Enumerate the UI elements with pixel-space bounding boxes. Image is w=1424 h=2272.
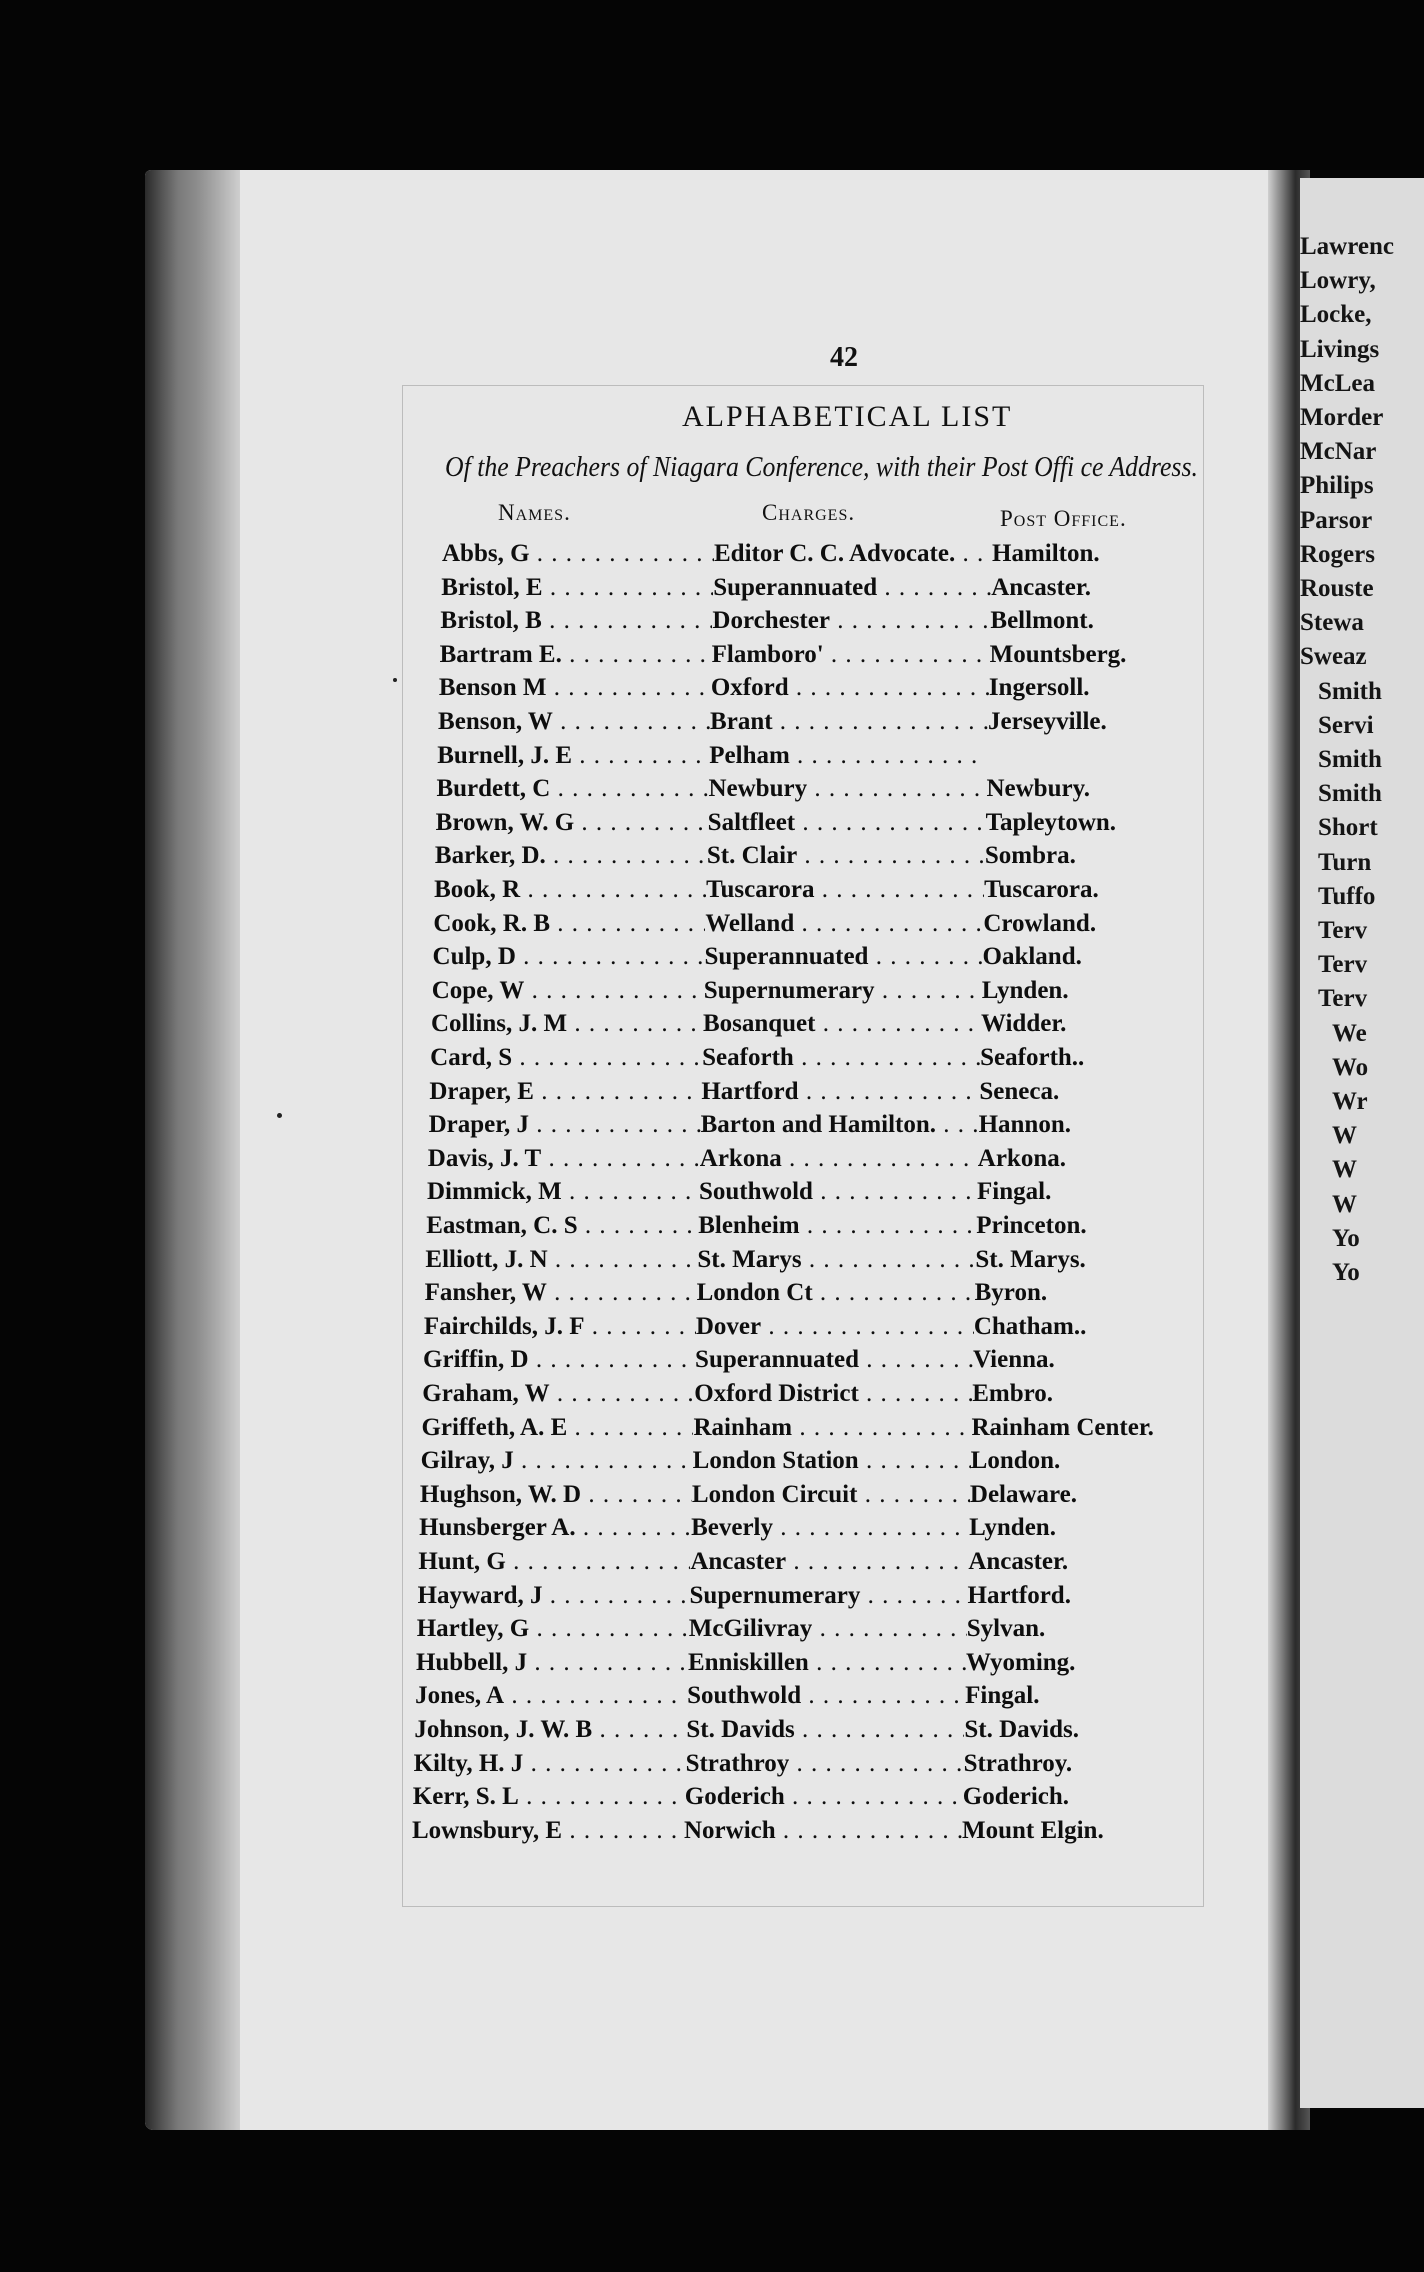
cell-office: Oakland. [982, 943, 1082, 971]
cell-name: Lownsbury, E . . . [412, 1817, 684, 1845]
right-page-fragment: McLea [1300, 369, 1375, 397]
cell-charge: Barton and Hamilton. . . . [701, 1111, 979, 1139]
book-page-right-partial [1300, 178, 1424, 2108]
cell-name: Davis, J. T . . . [428, 1145, 700, 1173]
table-row [425, 1279, 1185, 1313]
cell-office: St. Davids. [964, 1716, 1079, 1743]
column-headers [0, 500, 1424, 540]
cell-name: Draper, E . . . [429, 1078, 701, 1106]
table-row [437, 742, 1197, 776]
cell-charge: St. Marys . . . [697, 1246, 975, 1274]
cell-name: Hunt, G . . . [418, 1548, 690, 1576]
table-row [438, 708, 1198, 742]
right-page-fragment: Smith [1318, 677, 1382, 705]
cell-office: Goderich. [962, 1783, 1070, 1811]
cell-charge: Oxford District . . . [694, 1380, 972, 1408]
cell-name: Johnson, J. W. B . . . [414, 1716, 686, 1744]
cell-charge: St. Clair . . . [707, 842, 985, 870]
cell-name: Burdett, C . . . [436, 775, 708, 803]
cell-office: Ancaster. [968, 1548, 1069, 1575]
cell-office: Seaforth.. [980, 1044, 1085, 1071]
table-row [440, 607, 1200, 641]
cell-charge: Flamboro' . . . [712, 641, 990, 669]
table-row [433, 943, 1193, 977]
right-page-fragment: Stewa [1300, 609, 1364, 637]
cell-office: Sylvan. [966, 1615, 1046, 1643]
right-page-fragment: Tuffo [1318, 882, 1376, 910]
cell-charge: Enniskillen . . . [688, 1649, 966, 1677]
cell-name: Draper, J . . . [429, 1111, 701, 1139]
right-page-fragment: Parsor [1300, 506, 1373, 534]
cell-office: Chatham.. [973, 1312, 1087, 1340]
cell-name: Griffeth, A. E . . . [421, 1414, 693, 1442]
cell-office: Crowland. [983, 909, 1097, 937]
cell-office: Rainham Center. [971, 1413, 1154, 1441]
header-names: Names. [498, 500, 571, 525]
table-row [415, 1682, 1175, 1716]
list-subtitle: Of the Preachers of Niagara Conference, with their Post Offi ce Address. [445, 452, 1198, 483]
cell-charge: St. Davids . . . [686, 1716, 964, 1744]
cell-name: Graham, W . . . [422, 1380, 694, 1408]
cell-office: Tuscarora. [984, 876, 1099, 903]
cell-name: Bristol, E . . . [441, 574, 713, 602]
cell-office: St. Marys. [975, 1245, 1086, 1273]
cell-charge: Rainham . . . [693, 1414, 971, 1442]
cell-office: Byron. [974, 1279, 1048, 1307]
cell-name: Abbs, G . . . [442, 540, 714, 568]
cell-office: Hamilton. [992, 540, 1100, 567]
table-row [423, 1346, 1183, 1380]
table-row [432, 977, 1192, 1011]
right-page-fragment: Lowry, [1300, 267, 1376, 295]
table-row [434, 876, 1194, 910]
cell-name: Benson, W . . . [438, 708, 710, 736]
speck [277, 1113, 282, 1118]
table-row [439, 674, 1199, 708]
right-page-fragment: W [1332, 1156, 1357, 1184]
cell-office: Mount Elgin. [962, 1816, 1104, 1844]
cell-office: Jerseyville. [988, 708, 1107, 735]
right-page-fragment: Wo [1332, 1053, 1369, 1081]
cell-office: Hartford. [967, 1581, 1071, 1609]
cell-office: Vienna. [973, 1346, 1055, 1374]
cell-charge: Strathroy . . . [686, 1750, 964, 1778]
table-row [414, 1750, 1174, 1784]
header-post-office: Post Office. [1000, 506, 1127, 531]
right-page-fragment: McNar [1300, 438, 1377, 466]
right-page-fragment: Yo [1332, 1259, 1360, 1286]
right-page-fragment: Locke, [1300, 301, 1372, 329]
table-row [441, 574, 1201, 608]
table-row [436, 775, 1196, 809]
cell-charge: Southwold . . . [687, 1682, 965, 1710]
right-page-fragment: Rogers [1300, 540, 1375, 568]
table-row [412, 1817, 1172, 1851]
table-row [414, 1716, 1174, 1750]
cell-charge: Blenheim . . . [698, 1212, 976, 1240]
table-row [421, 1414, 1181, 1448]
right-page-fragment: Lawrenc [1300, 233, 1394, 260]
table-row [431, 1010, 1191, 1044]
cell-office: Tapleytown. [985, 808, 1117, 836]
right-page-fragment: W [1332, 1190, 1357, 1218]
table-row [413, 1783, 1173, 1817]
cell-charge: Ancaster . . . [690, 1548, 968, 1576]
cell-office: Sombra. [984, 842, 1076, 870]
table-row [420, 1481, 1180, 1515]
cell-charge: Superannuated . . . [695, 1346, 973, 1374]
cell-name: Dimmick, M . . . [427, 1178, 699, 1206]
table-row [429, 1111, 1189, 1145]
cell-name: Collins, J. M . . . [431, 1010, 703, 1038]
cell-name: Bartram E. . . . [440, 641, 712, 669]
cell-charge: Editor C. C. Advocate. . . . [714, 540, 992, 568]
table-row [421, 1447, 1181, 1481]
cell-charge: London Ct . . . [697, 1279, 975, 1307]
cell-name: Benson M . . . [439, 674, 711, 702]
cell-office: Princeton. [976, 1212, 1087, 1239]
cell-charge: Southwold . . . [699, 1178, 977, 1206]
right-page-fragment: Terv [1318, 917, 1368, 944]
table-row [418, 1548, 1178, 1582]
cell-charge: Oxford . . . [711, 674, 989, 702]
cell-name: Gilray, J . . . [421, 1447, 693, 1475]
cell-name: Culp, D . . . [433, 943, 705, 971]
speck [393, 678, 397, 682]
cell-office: Ingersoll. [988, 674, 1090, 702]
table-row [430, 1044, 1190, 1078]
cell-office: Wyoming. [965, 1648, 1076, 1676]
right-page-fragment: Morder [1300, 404, 1384, 431]
cell-name: Card, S . . . [430, 1044, 702, 1072]
cell-charge: Seaforth . . . [702, 1044, 980, 1072]
cell-office: Seneca. [979, 1077, 1060, 1105]
cell-charge: Dorchester . . . [712, 607, 990, 635]
cell-office: Mountsberg. [989, 640, 1127, 668]
cell-charge: London Circuit . . . [692, 1481, 970, 1509]
right-page-fragment: Terv [1318, 985, 1368, 1013]
table-row [424, 1313, 1184, 1347]
cell-office: Arkona. [977, 1144, 1066, 1172]
table-row [436, 809, 1196, 843]
cell-charge: Tuscarora . . . [706, 876, 984, 904]
table-row [442, 540, 1202, 574]
cell-charge: Dover . . . [696, 1313, 974, 1341]
right-page-fragment: Sweaz [1300, 643, 1367, 671]
cell-charge: Supernumerary . . . [690, 1582, 968, 1610]
cell-office: Fingal. [965, 1682, 1040, 1710]
cell-charge: Superannuated . . . [705, 943, 983, 971]
cell-name: Kerr, S. L . . . [413, 1783, 685, 1811]
cell-charge: Brant . . . [710, 708, 988, 736]
table-row [429, 1078, 1189, 1112]
right-page-fragment: Wr [1332, 1088, 1368, 1115]
cell-office: Embro. [972, 1380, 1054, 1407]
cell-name: Hayward, J . . . [418, 1582, 690, 1610]
cell-charge: Beverly . . . [691, 1514, 969, 1542]
right-page-fragment: Livings [1300, 335, 1380, 363]
cell-name: Cook, R. B . . . [433, 910, 705, 938]
cell-office: Bellmont. [990, 607, 1094, 635]
table-row [428, 1145, 1188, 1179]
table-row [426, 1212, 1186, 1246]
page-edge-shadow [145, 170, 240, 2130]
cell-name: Book, R . . . [434, 876, 706, 904]
right-page-fragment: Philips [1300, 472, 1374, 500]
cell-name: Eastman, C. S . . . [426, 1212, 698, 1240]
cell-name: Bristol, B . . . [440, 607, 712, 635]
cell-office: Lynden. [969, 1514, 1056, 1542]
right-page-fragment: Turn [1318, 848, 1372, 876]
right-page-fragment: W [1332, 1122, 1357, 1150]
table-row [433, 910, 1193, 944]
cell-name: Fansher, W . . . [425, 1279, 697, 1307]
table-row [416, 1649, 1176, 1683]
table-row [435, 842, 1195, 876]
cell-charge: Supernumerary . . . [704, 977, 982, 1005]
cell-charge: Hartford . . . [701, 1078, 979, 1106]
cell-charge: Saltfleet . . . [708, 809, 986, 837]
right-page-fragment: Rouste [1300, 575, 1374, 602]
cell-office: Newbury. [986, 775, 1090, 803]
cell-name: Kilty, H. J . . . [414, 1750, 686, 1778]
cell-charge: Arkona . . . [700, 1145, 978, 1173]
cell-name: Brown, W. G . . . [436, 809, 708, 837]
right-page-fragment: Smith [1318, 746, 1382, 773]
cell-charge: Pelham . . . [709, 742, 987, 770]
right-page-fragment: We [1332, 1019, 1367, 1047]
cell-charge: Goderich . . . [685, 1783, 963, 1811]
cell-office: London. [970, 1447, 1061, 1475]
cell-name: Hubbell, J . . . [416, 1649, 688, 1677]
cell-office: Delaware. [969, 1480, 1078, 1508]
right-page-fragment: Yo [1332, 1224, 1360, 1252]
right-page-fragment: Terv [1318, 951, 1368, 979]
cell-name: Jones, A . . . [415, 1682, 687, 1710]
cell-charge: Bosanquet . . . [703, 1010, 981, 1038]
cell-name: Cope, W . . . [432, 977, 704, 1005]
table-row [417, 1615, 1177, 1649]
right-page-fragment: Servi [1318, 711, 1374, 739]
cell-name: Fairchilds, J. F . . . [424, 1313, 696, 1341]
right-page-fragment: Short [1318, 814, 1378, 842]
table-row [427, 1178, 1187, 1212]
table-row [425, 1246, 1185, 1280]
cell-office: Hannon. [978, 1111, 1071, 1139]
table-row [440, 641, 1200, 675]
header-charges: Charges. [762, 500, 856, 525]
table-row [418, 1582, 1178, 1616]
cell-name: Elliott, J. N . . . [425, 1246, 697, 1274]
cell-office: Ancaster. [991, 573, 1091, 601]
cell-office: Widder. [980, 1010, 1067, 1038]
cell-office: Strathroy. [963, 1749, 1073, 1777]
cell-charge: Welland . . . [705, 910, 983, 938]
cell-name: Hunsberger A. . . . [419, 1514, 691, 1542]
page-number: 42 [830, 342, 858, 373]
cell-name: Hughson, W. D . . . [420, 1481, 692, 1509]
table-row [419, 1514, 1179, 1548]
cell-name: Barker, D. . . . [435, 842, 707, 870]
cell-charge: Norwich . . . [684, 1817, 962, 1845]
cell-charge: London Station . . . [693, 1447, 971, 1475]
cell-name: Griffin, D . . . [423, 1346, 695, 1374]
cell-charge: Newbury . . . [708, 775, 986, 803]
cell-office: Fingal. [977, 1178, 1052, 1206]
table-row [422, 1380, 1182, 1414]
cell-charge: McGilivray . . . [689, 1615, 967, 1643]
list-title: ALPHABETICAL LIST [682, 400, 1013, 433]
cell-office: Lynden. [981, 976, 1069, 1004]
cell-name: Burnell, J. E . . . [437, 742, 709, 770]
cell-name: Hartley, G . . . [417, 1615, 689, 1643]
right-page-fragment: Smith [1318, 780, 1382, 808]
cell-charge: Superannuated . . . [713, 574, 991, 602]
